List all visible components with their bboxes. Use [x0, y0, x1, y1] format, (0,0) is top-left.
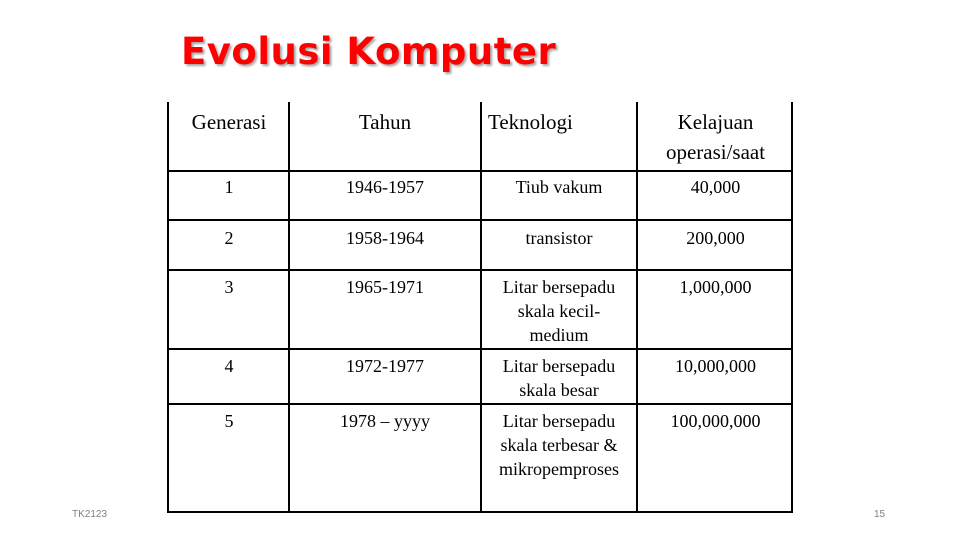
slide-title: Evolusi Komputer [181, 30, 557, 73]
header-kelajuan-line2: operasi/saat [665, 140, 766, 164]
generations-table [167, 102, 793, 513]
header-kelajuan-line1: Kelajuan [677, 110, 754, 134]
footer-course-code: TK2123 [72, 509, 108, 520]
cell-teknologi-line: Litar bersepadu [502, 277, 616, 297]
header-tahun: Tahun [358, 110, 412, 134]
cell-kelajuan: 100,000,000 [670, 411, 761, 431]
cell-teknologi: Tiub vakum [515, 177, 603, 197]
cell-teknologi-line: Litar bersepadu [502, 411, 616, 431]
cell-teknologi-line: medium [529, 325, 589, 345]
cell-tahun: 1946-1957 [346, 177, 424, 197]
cell-teknologi [482, 275, 636, 347]
cell-teknologi-line: skala kecil- [517, 301, 601, 321]
cell-teknologi [482, 409, 636, 481]
cell-tahun: 1965-1971 [346, 277, 424, 297]
header-kelajuan [638, 107, 793, 167]
cell-kelajuan: 200,000 [686, 228, 745, 248]
cell-tahun: 1978 – yyyy [340, 411, 430, 431]
row-divider [169, 403, 791, 405]
cell-teknologi-line: mikropemproses [499, 459, 619, 479]
cell-teknologi-line: Litar bersepadu [502, 356, 616, 376]
row-divider [169, 219, 791, 221]
row-divider [169, 348, 791, 350]
cell-kelajuan: 10,000,000 [675, 356, 756, 376]
row-divider [169, 269, 791, 271]
cell-generasi: 2 [224, 228, 234, 248]
cell-generasi: 1 [224, 177, 234, 197]
cell-teknologi: transistor [525, 228, 593, 248]
column-divider [288, 102, 290, 511]
cell-kelajuan: 40,000 [690, 177, 741, 197]
row-divider [169, 170, 791, 172]
cell-teknologi [482, 354, 636, 402]
cell-teknologi-line: skala besar [519, 380, 599, 400]
page-number: 15 [874, 509, 886, 520]
cell-tahun: 1972-1977 [346, 356, 424, 376]
cell-teknologi-line: skala terbesar & [500, 435, 618, 455]
cell-generasi: 5 [224, 411, 234, 431]
header-generasi: Generasi [191, 110, 267, 134]
cell-generasi: 3 [224, 277, 234, 297]
cell-kelajuan: 1,000,000 [679, 277, 752, 297]
cell-generasi: 4 [224, 356, 234, 376]
cell-tahun: 1958-1964 [346, 228, 424, 248]
header-teknologi: Teknologi [488, 110, 573, 134]
